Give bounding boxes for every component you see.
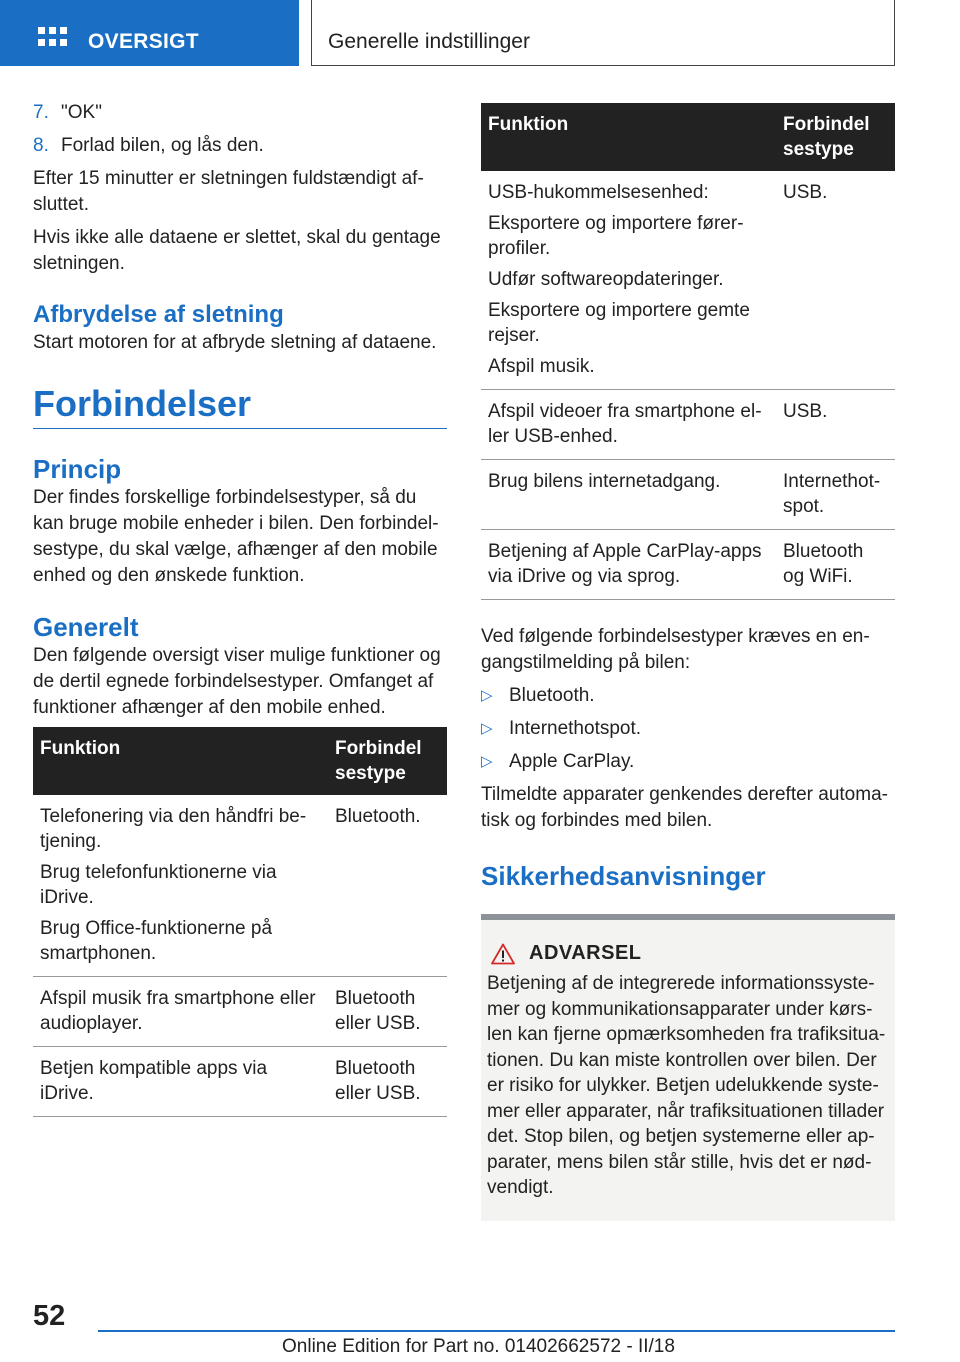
overview-tab[interactable] (0, 0, 299, 66)
table-row (481, 530, 895, 600)
step-number: 8. (33, 135, 49, 156)
triangle-bullet-icon: ▷ (481, 687, 493, 704)
type-cell: USB. (776, 390, 895, 460)
triangle-bullet-icon: ▷ (481, 720, 493, 737)
function-cell: USB-hukommelsesenhed: Eksportere og importere førerprofiler. Udfør softwareopdateringer. Eksportere og importere gemte rejser. Afspil musik. (481, 171, 776, 390)
edition-text: Online Edition for Part no. 01402662572 - II/18 (282, 1336, 675, 1357)
warning-text: Betjening af de integrerede informationssystemer og kommunikationsapparater under kørslen kan fjerne opmærksomheden fra trafiksituationen. Du kan miste kontrollen over bilen. Der er risiko for ulykker. Betjen udelukkende systemer eller apparater, når trafiksituationen tillader det. Stop bilen, og betjen systemerne eller apparater, mens bilen står stille, hvis det er nødvendigt. (487, 973, 886, 1198)
warning-header (491, 942, 887, 965)
step-item (33, 100, 447, 126)
table-header-type: Forbindel sestype (776, 103, 895, 171)
list-item (481, 683, 895, 709)
triangle-bullet-icon: ▷ (481, 753, 493, 770)
function-cell: Afspil videoer fra smartphone eller USB-enhed. (481, 390, 776, 460)
step-item (33, 133, 447, 159)
interrupt-text: Start motoren for at afbryde sletning af dataene. (33, 332, 437, 353)
page-number: 52 (33, 1300, 66, 1332)
type-cell: USB. (776, 171, 895, 390)
connections-heading: Forbindelser (33, 383, 252, 424)
general-heading: Generelt (33, 612, 139, 642)
grid-menu-icon (38, 27, 68, 49)
table-row (33, 977, 447, 1047)
registration-text: Ved følgende forbindelsestyper kræves en engangstilmelding på bilen: (481, 626, 870, 673)
type-cell: Internethotspot. (776, 460, 895, 530)
warning-triangle-icon (491, 943, 515, 965)
step-number: 7. (33, 102, 49, 123)
warning-title: ADVARSEL (529, 942, 642, 964)
table-header-row (481, 103, 895, 171)
left-column (33, 100, 447, 1117)
table-row (33, 1047, 447, 1117)
section-tab[interactable] (311, 0, 895, 66)
type-cell: Bluetooth. (328, 795, 447, 977)
footer-divider (98, 1330, 895, 1332)
repeat-deletion-text: Hvis ikke alle dataene er slettet, skal du gentage sletningen. (33, 227, 441, 274)
type-cell: Bluetooth eller USB. (328, 1047, 447, 1117)
list-item (481, 716, 895, 742)
connections-heading-wrap (33, 382, 447, 429)
table-header-type: Forbindel sestype (328, 727, 447, 795)
list-item (481, 749, 895, 775)
connection-table-left (33, 727, 447, 1117)
table-header-function: Funktion (481, 103, 776, 171)
function-cell: Betjening af Apple CarPlay-apps via iDrive og via sprog. (481, 530, 776, 600)
function-cell: Betjen kompatible apps via iDrive. (33, 1047, 328, 1117)
table-header-row (33, 727, 447, 795)
type-cell: Bluetooth og WiFi. (776, 530, 895, 600)
overview-tab-label: OVERSIGT (88, 30, 199, 53)
registered-devices-text: Tilmeldte apparater genkendes derefter automatisk og forbindes med bilen. (481, 784, 888, 831)
interrupt-heading: Afbrydelse af sletning (33, 301, 284, 328)
list-item-text: Bluetooth. (509, 685, 595, 706)
list-item-text: Internethotspot. (509, 718, 642, 739)
table-row (481, 390, 895, 460)
function-cell: Brug bilens internetadgang. (481, 460, 776, 530)
function-cell: Afspil musik fra smartphone eller audioplayer. (33, 977, 328, 1047)
deletion-complete-text: Efter 15 minutter er sletningen fuldstændigt afsluttet. (33, 168, 424, 215)
table-header-function: Funktion (33, 727, 328, 795)
general-text: Den følgende oversigt viser mulige funktioner og de dertil egnede forbindelsestyper. Omfanget af funktioner afhænger af den mobile enhed. (33, 645, 441, 718)
principle-text: Der findes forskellige forbindelsestyper, så du kan bruge mobile enheder i bilen. Den forbindelsestype, du skal vælge, afhænger af den mobile enhed og den ønskede funktion. (33, 487, 439, 586)
table-row (481, 171, 895, 390)
type-cell: Bluetooth eller USB. (328, 977, 447, 1047)
step-text: Forlad bilen, og lås den. (61, 135, 264, 156)
step-text: "OK" (61, 102, 102, 123)
list-item-text: Apple CarPlay. (509, 751, 635, 772)
principle-heading: Princip (33, 454, 122, 484)
table-row (481, 460, 895, 530)
section-tab-label: Generelle indstillinger (328, 30, 530, 53)
safety-heading: Sikkerhedsanvisninger (481, 861, 766, 891)
table-row (33, 795, 447, 977)
warning-box (481, 914, 895, 1221)
right-column (481, 103, 895, 1221)
function-cell: Telefonering via den håndfri betjening. Brug telefonfunktionerne via iDrive. Brug Office-funktionerne på smartphonen. (33, 795, 328, 977)
page-header (0, 0, 960, 66)
connection-table-right (481, 103, 895, 600)
